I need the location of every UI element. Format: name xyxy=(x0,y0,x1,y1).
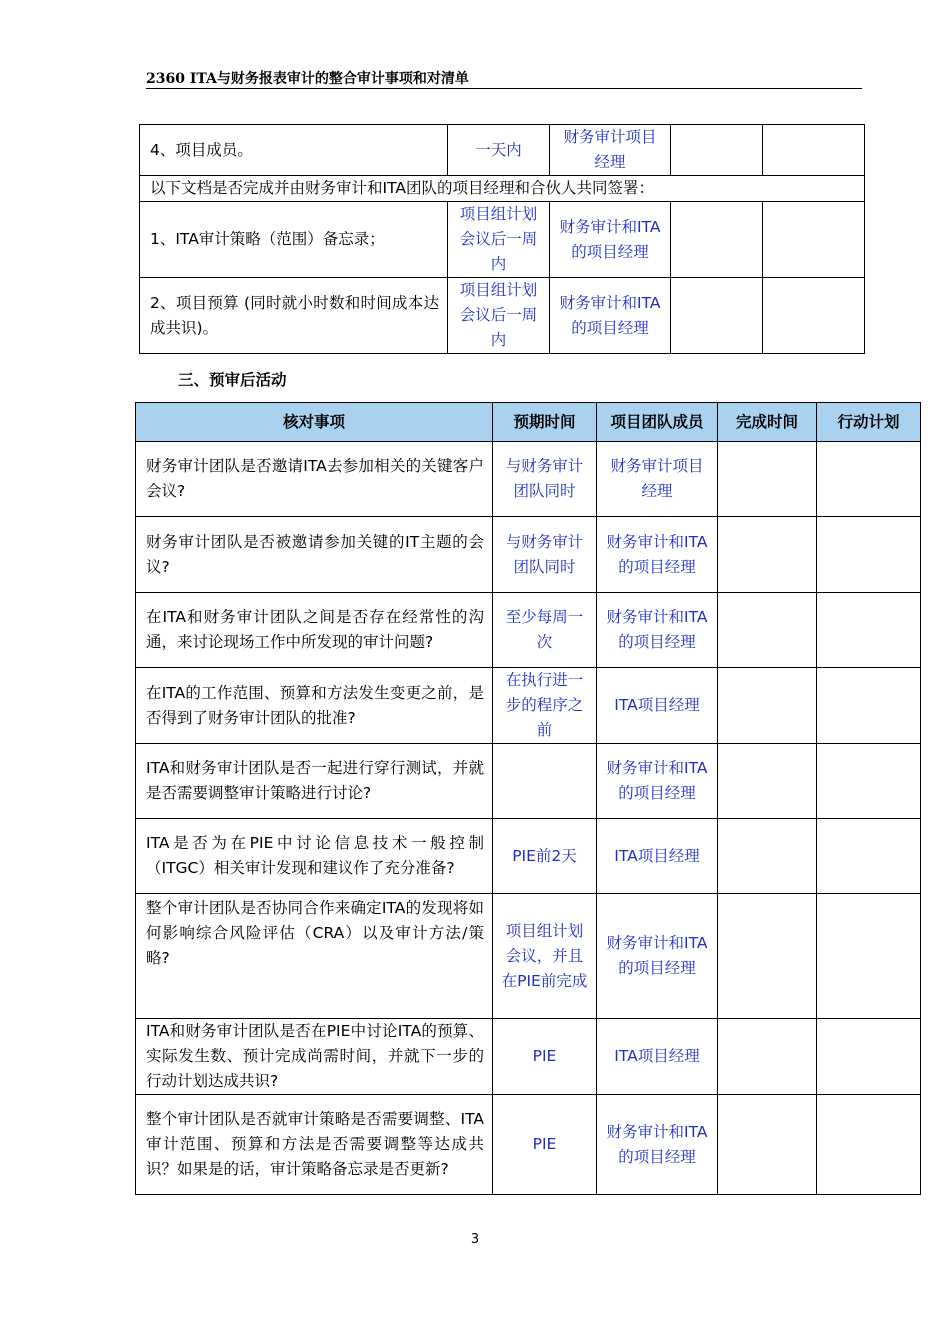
expected-time: 一天内 xyxy=(448,125,550,176)
table-row xyxy=(136,442,921,517)
completion-time-cell xyxy=(718,1095,817,1195)
expected-time: 至少每周一次 xyxy=(493,593,597,668)
check-item: 在ITA和财务审计团队之间是否存在经常性的沟通，来讨论现场工作中所发现的审计问题? xyxy=(136,593,493,668)
team-member: 财务审计和ITA的项目经理 xyxy=(597,744,718,819)
completion-time-cell xyxy=(718,442,817,517)
page-number: 3 xyxy=(470,1232,480,1247)
check-item: ITA和财务审计团队是否在PIE中讨论ITA的预算、实际发生数、预计完成尚需时间，并就下一步的行动计划达成共识? xyxy=(136,1019,493,1095)
completion-time-cell xyxy=(671,202,763,278)
check-item: 整个审计团队是否就审计策略是否需要调整、ITA审计范围、预算和方法是否需要调整等达成共识？如果是的话，审计策略备忘录是否更新? xyxy=(136,1095,493,1195)
team-member: ITA项目经理 xyxy=(597,668,718,744)
completion-time-cell xyxy=(718,517,817,593)
table-row xyxy=(140,125,865,176)
table-post-audit xyxy=(135,402,921,1195)
action-plan-cell xyxy=(763,125,865,176)
team-member: 财务审计项目经理 xyxy=(597,442,718,517)
column-header-completion: 完成时间 xyxy=(718,403,817,442)
action-plan-cell xyxy=(763,278,865,354)
expected-time: 在执行进一步的程序之前 xyxy=(493,668,597,744)
table-row xyxy=(136,668,921,744)
table-pre-audit xyxy=(139,124,865,354)
column-header-item: 核对事项 xyxy=(136,403,493,442)
section-title: 三、预审后活动 xyxy=(178,371,287,389)
check-item: ITA是否为在PIE中讨论信息技术一般控制（ITGC）相关审计发现和建议作了充分准备? xyxy=(136,819,493,894)
completion-time-cell xyxy=(671,125,763,176)
completion-time-cell xyxy=(671,278,763,354)
completion-time-cell xyxy=(718,894,817,1019)
check-item: 财务审计团队是否邀请ITA去参加相关的关键客户会议? xyxy=(136,442,493,517)
check-item: 财务审计团队是否被邀请参加关键的IT主题的会议? xyxy=(136,517,493,593)
team-member: 财务审计和ITA的项目经理 xyxy=(550,202,671,278)
team-member: 财务审计和ITA的项目经理 xyxy=(597,1095,718,1195)
action-plan-cell xyxy=(817,819,921,894)
expected-time: PIE xyxy=(493,1019,597,1095)
completion-time-cell xyxy=(718,668,817,744)
team-member: 财务审计和ITA的项目经理 xyxy=(597,593,718,668)
completion-time-cell xyxy=(718,819,817,894)
table-row xyxy=(140,176,865,202)
table-row xyxy=(136,819,921,894)
completion-time-cell xyxy=(718,1019,817,1095)
action-plan-cell xyxy=(763,202,865,278)
table-row xyxy=(136,593,921,668)
check-item: 4、项目成员。 xyxy=(140,125,448,176)
table-row xyxy=(140,202,865,278)
column-header-member: 项目团队成员 xyxy=(597,403,718,442)
action-plan-cell xyxy=(817,593,921,668)
team-member: ITA项目经理 xyxy=(597,819,718,894)
check-item: 整个审计团队是否协同合作来确定ITA的发现将如何影响综合风险评估（CRA）以及审计方法/策略? xyxy=(136,894,493,1019)
action-plan-cell xyxy=(817,744,921,819)
expected-time: 与财务审计团队同时 xyxy=(493,517,597,593)
expected-time xyxy=(493,744,597,819)
action-plan-cell xyxy=(817,1019,921,1095)
team-member: 财务审计和ITA的项目经理 xyxy=(550,278,671,354)
table-row xyxy=(136,744,921,819)
table-row xyxy=(140,278,865,354)
table-row xyxy=(136,1095,921,1195)
completion-time-cell xyxy=(718,744,817,819)
action-plan-cell xyxy=(817,1095,921,1195)
action-plan-cell xyxy=(817,894,921,1019)
expected-time: PIE xyxy=(493,1095,597,1195)
check-item: 1、ITA审计策略（范围）备忘录； xyxy=(140,202,448,278)
action-plan-cell xyxy=(817,668,921,744)
expected-time: 项目组计划会议后一周内 xyxy=(448,202,550,278)
team-member: 财务审计和ITA的项目经理 xyxy=(597,517,718,593)
action-plan-cell xyxy=(817,442,921,517)
section-note: 以下文档是否完成并由财务审计和ITA团队的项目经理和合伙人共同签署： xyxy=(140,176,865,202)
table-row xyxy=(136,894,921,1019)
team-member: 财务审计和ITA的项目经理 xyxy=(597,894,718,1019)
column-header-action: 行动计划 xyxy=(817,403,921,442)
expected-time: 项目组计划会议，并且在PIE前完成 xyxy=(493,894,597,1019)
action-plan-cell xyxy=(817,517,921,593)
column-header-time: 预期时间 xyxy=(493,403,597,442)
page-header: 2360 ITA与财务报表审计的整合审计事项和对清单 xyxy=(146,70,862,89)
table-row xyxy=(136,517,921,593)
check-item: 2、项目预算 (同时就小时数和时间成本达成共识)。 xyxy=(140,278,448,354)
team-member: ITA项目经理 xyxy=(597,1019,718,1095)
check-item: 在ITA的工作范围、预算和方法发生变更之前，是否得到了财务审计团队的批准? xyxy=(136,668,493,744)
team-member: 财务审计项目经理 xyxy=(550,125,671,176)
check-item: ITA和财务审计团队是否一起进行穿行测试，并就是否需要调整审计策略进行讨论? xyxy=(136,744,493,819)
table-header-row xyxy=(136,403,921,442)
expected-time: PIE前2天 xyxy=(493,819,597,894)
completion-time-cell xyxy=(718,593,817,668)
table-row xyxy=(136,1019,921,1095)
expected-time: 项目组计划会议后一周内 xyxy=(448,278,550,354)
expected-time: 与财务审计团队同时 xyxy=(493,442,597,517)
